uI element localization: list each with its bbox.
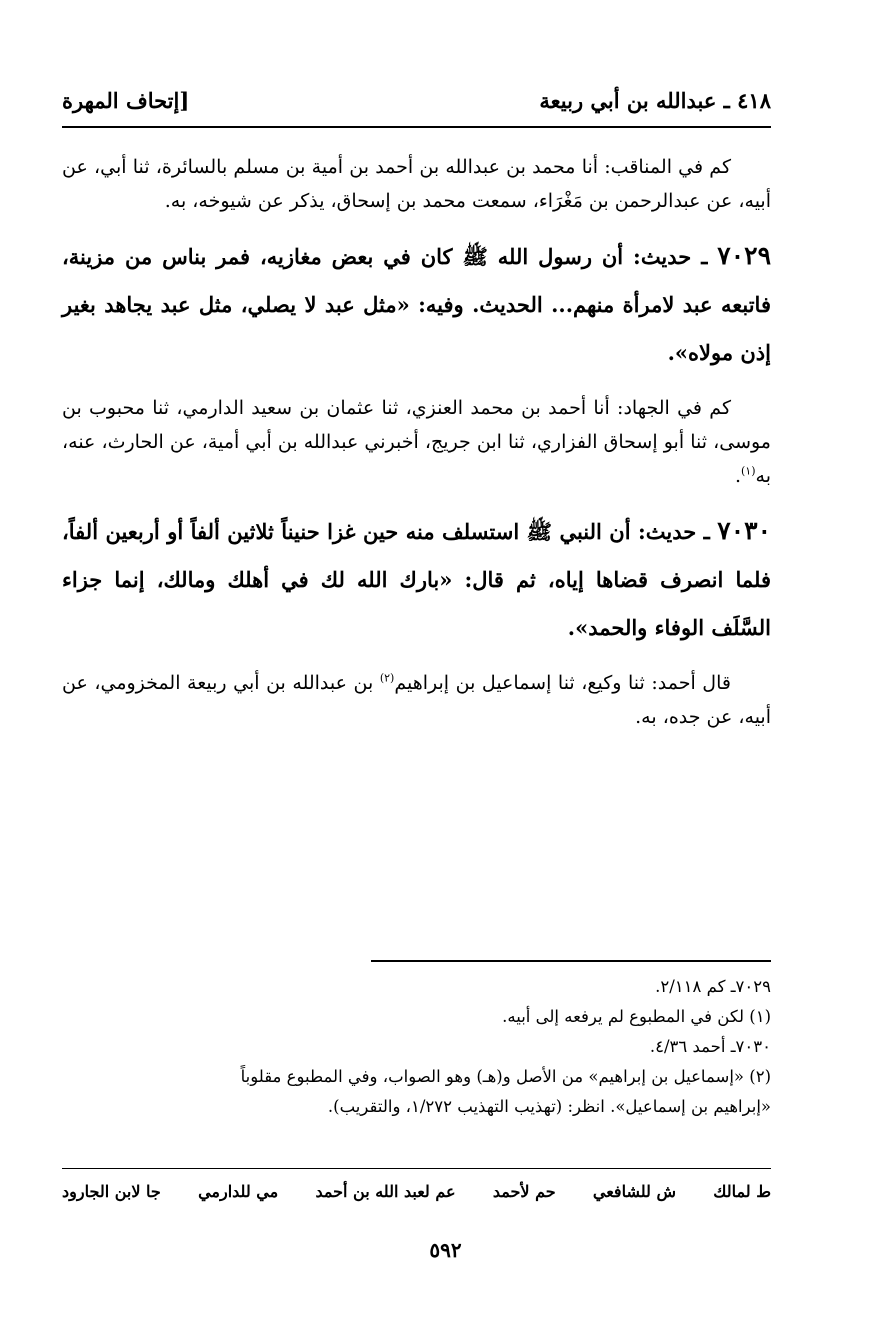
isnad-text: كم في الجهاد: أنا أحمد بن محمد العنزي، ثنا عثمان بن سعيد الدارمي، ثنا محبوب بن موسى، ثنا أبو إسحاق الفزاري، ثنا ابن جريج، أخبرني عبدالله بن أبي أمية، عن الحارث، عنه، به	[62, 397, 771, 487]
abbreviation-item: جا لابن الجارود	[62, 1182, 161, 1201]
footnote-2-continued: «إبراهيم بن إسماعيل». انظر: (تهذيب التهذيب ١/٢٧٢، والتقريب).	[327, 1097, 771, 1116]
hadith-text: ـ حديث: أن النبي ﷺ استسلف منه حين غزا حنيناً ثلاثين ألفاً أو أربعين ألفاً، فلما انصرف قضاها إياه، ثم قال: «بارك الله لك في أهلك ومالك، إنما جزاء السَّلَف الوفاء والحمد».	[62, 519, 771, 640]
hadith-7029	[62, 232, 771, 377]
isnad-paragraph-2	[62, 391, 771, 493]
abbreviations-key	[62, 1182, 771, 1201]
isnad-paragraph-3	[62, 666, 771, 734]
header-book-title: [إتحاف المهرة	[62, 87, 190, 113]
abbreviation-item: حم لأحمد	[492, 1182, 556, 1201]
isnad-paragraph-1: كم في المناقب: أنا محمد بن عبدالله بن أحمد بن أمية بن مسلم بالسائرة، ثنا أبي، عن أبيه، عن عبدالرحمن بن مَغْرَاء، سمعت محمد بن إسحاق، يذكر عن شيوخه، به.	[62, 156, 771, 212]
running-header	[62, 80, 771, 120]
hadith-7030	[62, 507, 771, 652]
page-number: ٥٩٢	[429, 1238, 462, 1262]
header-chapter-title: ٤١٨ ـ عبدالله بن أبي ربيعة	[539, 87, 771, 113]
main-text	[62, 150, 771, 748]
hadith-number: ٧٠٣٠	[717, 516, 771, 545]
abbreviation-item: عم لعبد الله بن أحمد	[315, 1182, 456, 1201]
footnote-divider	[371, 960, 771, 962]
abbreviation-item: مي للدارمي	[198, 1182, 279, 1201]
abbreviation-item: ط لمالك	[713, 1182, 771, 1201]
footnote-2: (٢) «إسماعيل بن إبراهيم» من الأصل و(هـ) وهو الصواب، وفي المطبوع مقلوباً	[240, 1067, 771, 1086]
footnotes	[62, 972, 771, 1122]
footnote-ref: (٢)	[379, 671, 395, 685]
abbreviation-item: ش للشافعي	[592, 1182, 676, 1201]
isnad-text: قال أحمد: ثنا وكيع، ثنا إسماعيل بن إبراهيم	[394, 672, 731, 694]
header-divider	[62, 126, 771, 128]
footnote-1: (١) لكن في المطبوع لم يرفعه إلى أبيه.	[502, 1007, 771, 1026]
hadith-text: ـ حديث: أن رسول الله ﷺ كان في بعض مغازيه، فمر بناس من مزينة، فاتبعه عبد لامرأة منهم... الحديث. وفيه: «مثل عبد لا يصلي، مثل عبد يجاهد بغير إذن مولاه».	[62, 244, 771, 365]
footnote-source-7030: ٧٠٣٠ـ أحمد ٤/٣٦.	[649, 1037, 771, 1056]
isnad-end: .	[734, 465, 741, 487]
abbreviations-divider	[62, 1168, 771, 1169]
isnad-end: بن عبدالله بن أبي ربيعة المخزومي، عن أبيه، عن جده، به.	[62, 672, 771, 728]
footnote-ref: (١)	[741, 464, 756, 478]
hadith-number: ٧٠٢٩	[717, 241, 771, 270]
footnote-source-7029: ٧٠٢٩ـ كم ٢/١١٨.	[655, 977, 771, 996]
